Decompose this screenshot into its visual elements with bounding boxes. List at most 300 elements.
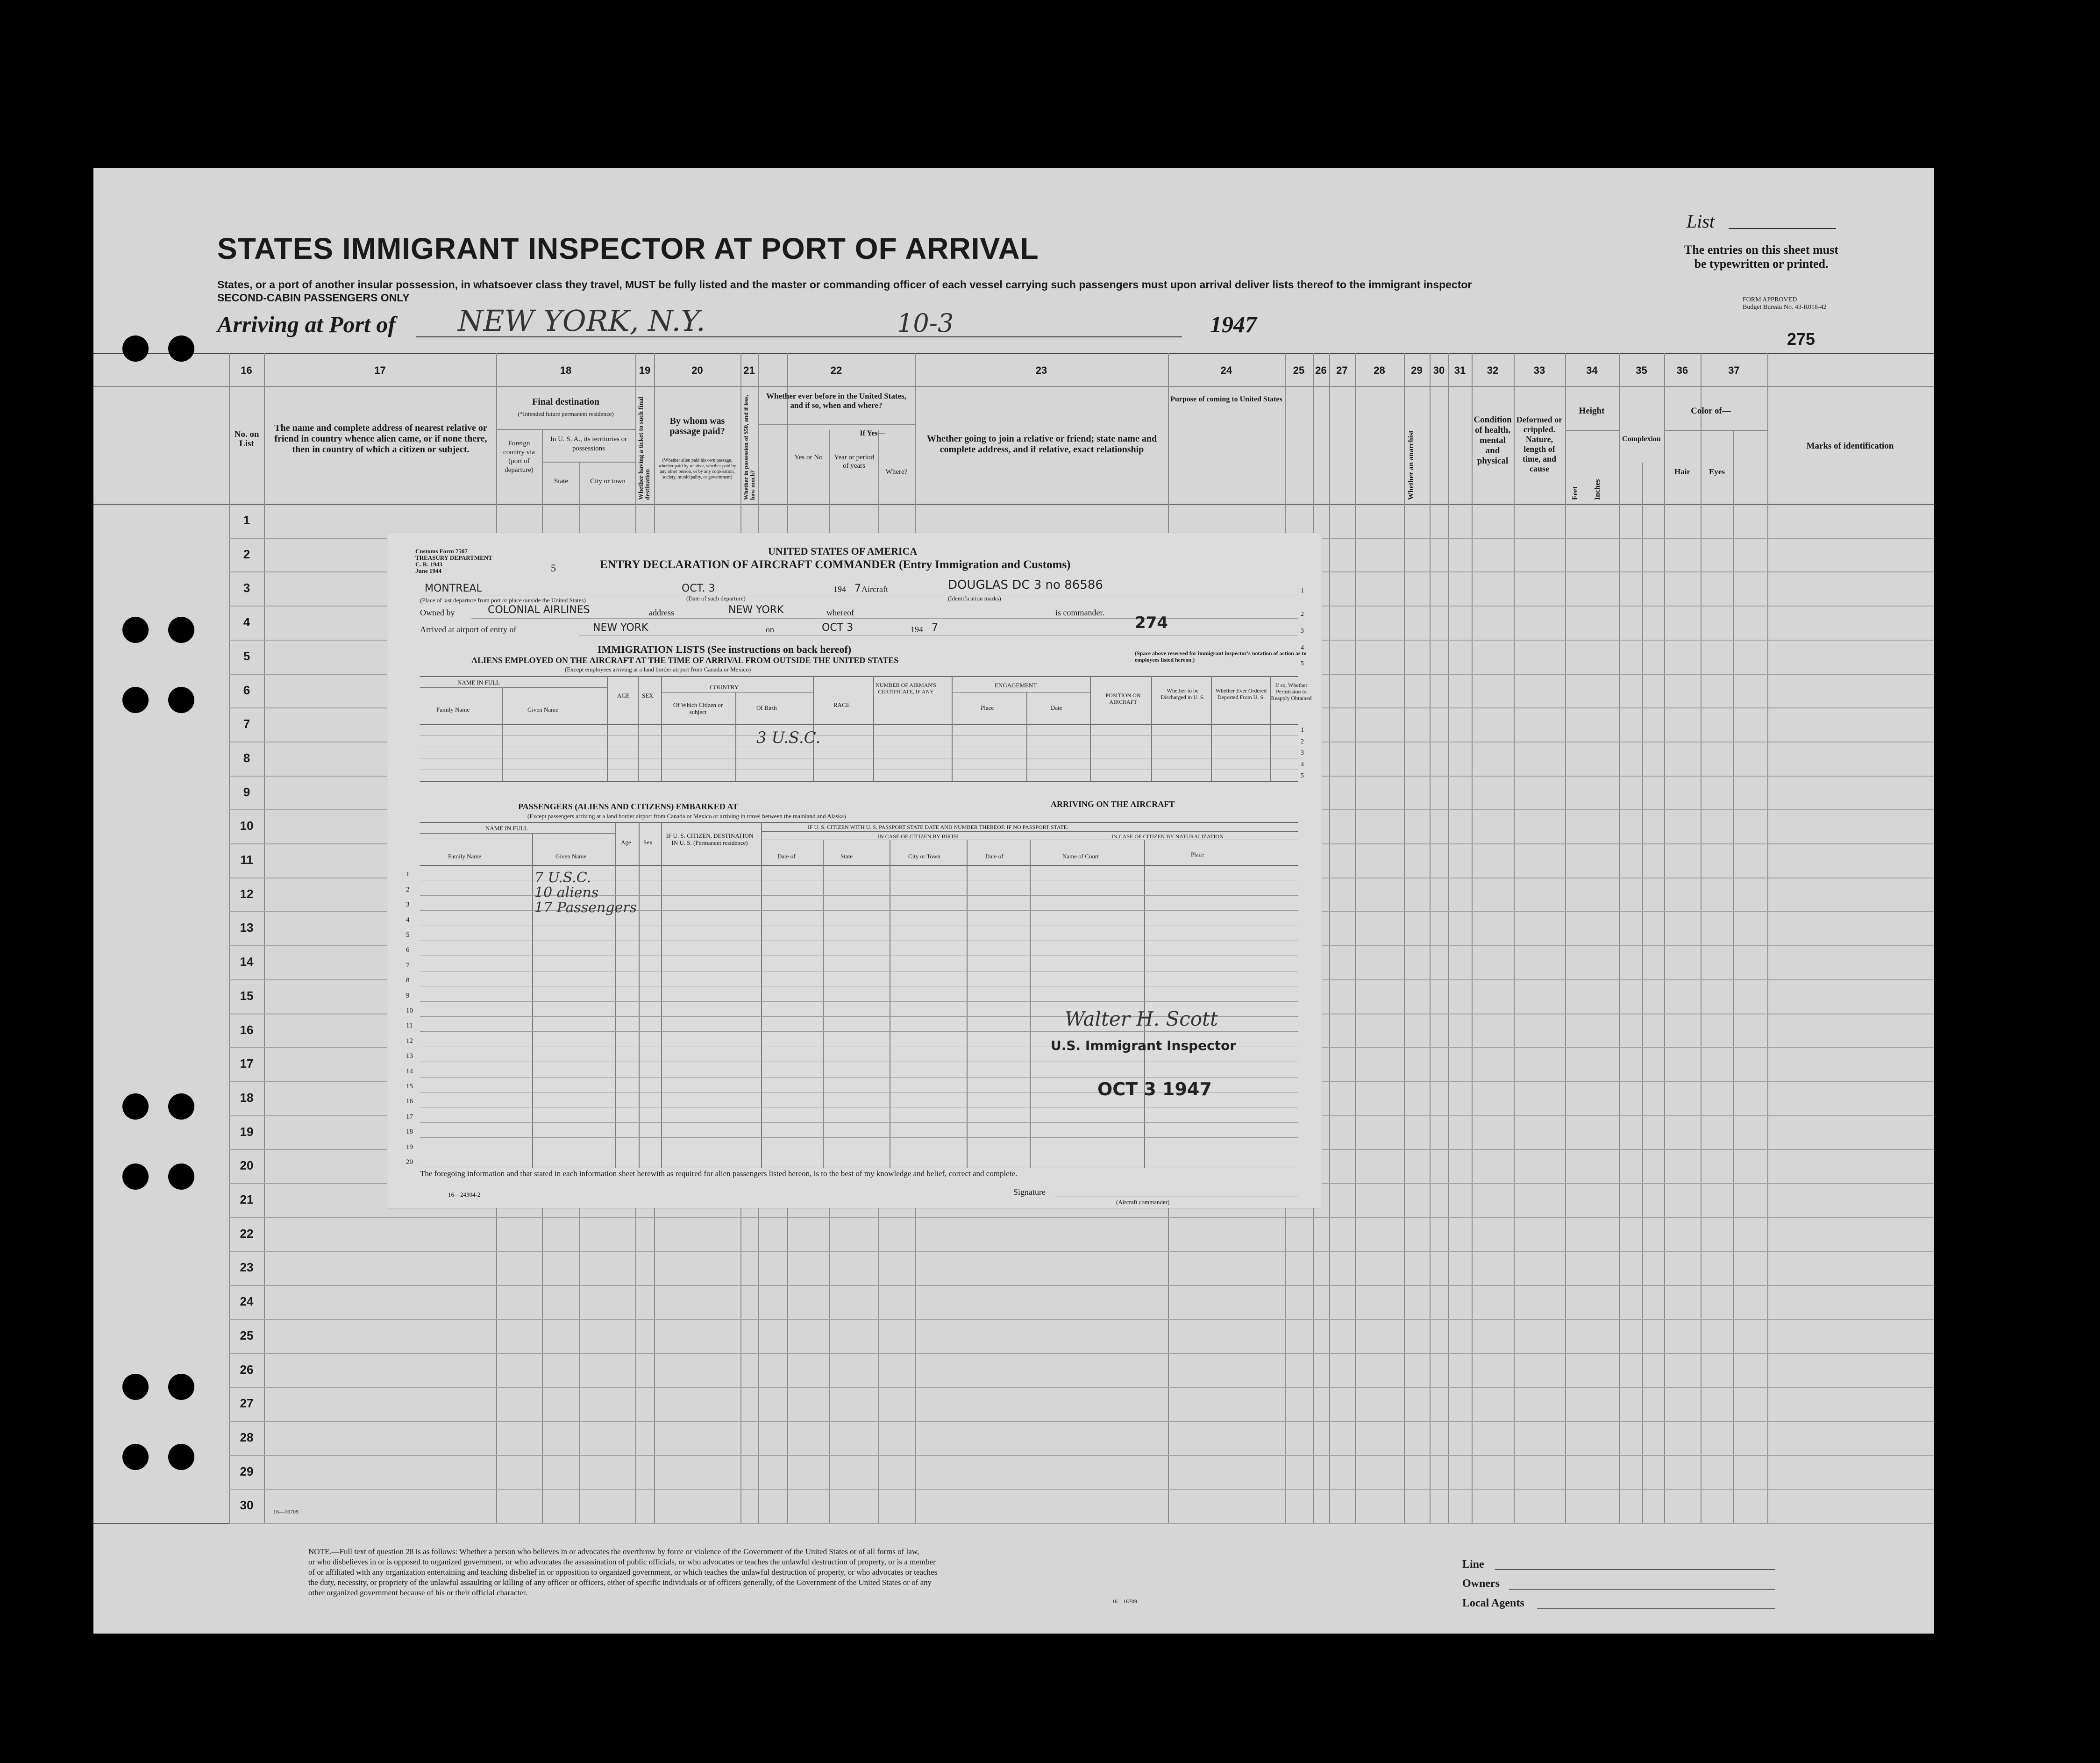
binder-hole: [168, 1093, 194, 1120]
crew-row-number: 5: [1301, 772, 1304, 779]
col-divider: [1329, 353, 1330, 1523]
column-number: 23: [1035, 364, 1047, 376]
pass-given-name: Given Name: [555, 853, 587, 860]
col-divider: [1642, 463, 1643, 1523]
crew-place: Place: [981, 704, 994, 711]
passenger-row-number: 13: [406, 1052, 413, 1060]
row-number: 6: [243, 683, 250, 697]
passenger-row-number: 11: [406, 1022, 413, 1029]
colnum-rule: [93, 386, 1934, 387]
handwritten-line: 17 Passengers: [534, 899, 637, 916]
row-rule: [229, 1387, 1934, 1388]
passenger-row-number: 18: [406, 1128, 413, 1135]
passenger-row-rule: [420, 1077, 1298, 1078]
binder-hole: [122, 1093, 149, 1120]
footer-note-line: or who disbelieves in or is opposed to organized government, or who advocates the assassination of public officials, or who advocates or teaches the unlawful destruction of property, or is a member: [308, 1557, 936, 1566]
form-id-line: TREASURY DEPARTMENT: [415, 554, 492, 561]
binder-hole: [122, 1444, 149, 1470]
aircraft-id: DOUGLAS DC 3 no 86586: [948, 578, 1103, 592]
passenger-row-number: 19: [406, 1143, 413, 1151]
column-number: 21: [743, 364, 755, 376]
passenger-row-number: 8: [406, 977, 410, 984]
row-number: 28: [240, 1430, 254, 1444]
list-label: List: [1687, 211, 1715, 232]
row-number: 22: [240, 1227, 254, 1241]
passenger-row-rule: [420, 1137, 1298, 1138]
inches-header: Inches: [1594, 479, 1602, 500]
row-number: 30: [240, 1498, 254, 1512]
pass-age: Age: [621, 839, 631, 846]
row-number: 16: [240, 1023, 254, 1037]
pass-destination: IF U. S. CITIZEN, DESTINATION IN U. S. (Permanent residence): [666, 832, 754, 846]
row-number: 1: [243, 513, 250, 527]
crew-col: [1026, 692, 1027, 781]
row-rule: [229, 1523, 1934, 1524]
column-number: 19: [639, 364, 651, 376]
final-destination-sub: (*Intended future permanent residence): [518, 410, 614, 417]
crew-col: [1090, 676, 1091, 781]
line-underline: [1495, 1569, 1775, 1570]
no-on-list-header: No. on List: [234, 429, 259, 449]
footer-note-line: other organized government because of his or their official character.: [308, 1588, 527, 1597]
crew-row-number: 2: [1301, 738, 1304, 745]
form-id-line: June 1944: [415, 567, 441, 574]
row-number: 26: [240, 1363, 254, 1377]
pass-col: [1030, 840, 1031, 1168]
col-divider: [1355, 353, 1356, 1523]
row-number: 7: [243, 717, 250, 731]
row-number: 11: [240, 853, 253, 867]
col-divider: [1430, 353, 1431, 1523]
page-title: STATES IMMIGRANT INSPECTOR AT PORT OF ARRIVAL: [217, 232, 1039, 265]
row-number: 19: [240, 1125, 254, 1139]
pass-by-birth: IN CASE OF CITIZEN BY BIRTH: [878, 833, 958, 840]
binder-hole: [168, 687, 194, 713]
port-handwritten: NEW YORK, N.Y.: [458, 304, 705, 338]
owners-label: Owners: [1462, 1577, 1500, 1590]
column-number: 25: [1293, 364, 1305, 376]
second-cabin-label: SECOND-CABIN PASSENGERS ONLY: [217, 292, 410, 304]
passenger-row-number: 14: [406, 1068, 413, 1075]
footer-note-line: of or affiliated with any organization entertaining and teaching disbelief in or opposition to organized government, or which teaches the unlawful destruction of property, or who advocates or teaches: [308, 1568, 938, 1577]
inspector-date-stamp: OCT 3 1947: [1097, 1079, 1212, 1099]
pass-name-in-full: NAME IN FULL: [485, 825, 528, 832]
health-header: Condition of health, mental and physical: [1474, 415, 1512, 466]
pass-table-top: [420, 822, 1298, 823]
crew-of-birth: Of Birth: [756, 704, 777, 711]
row-rule: [229, 1217, 1934, 1218]
row-number: 25: [240, 1328, 254, 1342]
crew-race: RACE: [833, 701, 850, 708]
row-number: 27: [240, 1396, 254, 1410]
footer-note: [308, 1547, 937, 1598]
column-number: 34: [1586, 364, 1598, 376]
passenger-row-rule: [420, 1031, 1298, 1032]
pass-sex: Sex: [643, 839, 653, 846]
crew-col: [735, 692, 736, 781]
crew-family-name: Family Name: [436, 706, 470, 713]
pass-state: State: [840, 853, 853, 860]
passage-paid-sub: (Whether alien paid his own passage, whether paid by relative, whether paid by any other person, or by any corporation, society, municipality, or government): [658, 458, 736, 480]
form-code-right: 16—16709: [1112, 1598, 1137, 1605]
column-number: 26: [1315, 364, 1327, 376]
row-rule: [229, 1285, 1934, 1286]
marks-header: Marks of identification: [1806, 441, 1894, 451]
form-approved: [1743, 296, 1827, 311]
handwritten-line: 10 aliens: [534, 885, 599, 901]
owner-name: COLONIAL AIRLINES: [488, 604, 590, 616]
join-relative-header: Whether going to join a relative or friend; state name and complete address, and if relative, exact relationship: [926, 434, 1157, 455]
crew-reapply: If so, Whether Permission to Reapply Obtained: [1271, 682, 1312, 701]
column-number: 28: [1374, 364, 1385, 376]
ident-caption: (Identification marks): [948, 595, 1001, 602]
entries-note-line: The entries on this sheet must: [1684, 243, 1839, 257]
binder-hole: [122, 1163, 149, 1190]
row-rule: [229, 1421, 1934, 1422]
feet-header: Feet: [1571, 486, 1579, 500]
passenger-row-number: 17: [406, 1113, 413, 1121]
ticket-header: Whether having a ticket to such final destination: [638, 397, 651, 500]
row-rule: [229, 1319, 1934, 1320]
pass-col: [532, 833, 533, 1168]
instruction-text: States, or a port of another insular possession, in whatsoever class they travel, MUST be fully listed and the master or commanding officer of each vessel carrying such passengers must upon arrival deliver lists thereof to the immigrant inspector: [217, 278, 1472, 291]
hair-header: Hair: [1674, 467, 1690, 476]
declaration-title: ENTRY DECLARATION OF AIRCRAFT COMMANDER (Entry Immigration and Customs): [600, 558, 1071, 571]
row-number: 4: [243, 615, 250, 629]
column-number: 30: [1433, 364, 1445, 376]
height-header: Height: [1579, 406, 1605, 416]
line-marker: 4: [1301, 644, 1304, 651]
column-number: 35: [1636, 364, 1647, 376]
crew-position: POSITION ON AIRCRAFT: [1105, 692, 1141, 705]
inspector-signature: Walter H. Scott: [1065, 1007, 1218, 1030]
form-approved-line: FORM APPROVED: [1743, 296, 1797, 303]
passenger-row-number: 15: [406, 1083, 413, 1090]
row-number: 14: [240, 955, 254, 969]
row-number: 12: [240, 887, 254, 901]
crew-given-name: Given Name: [527, 706, 559, 713]
entries-note-line: be typewritten or printed.: [1694, 257, 1829, 271]
row-number: 18: [240, 1091, 254, 1105]
col-divider: [1404, 353, 1405, 1523]
line-marker: 1: [1301, 587, 1304, 594]
row-rule: [229, 1251, 1934, 1252]
crew-col: [1270, 676, 1271, 781]
passenger-row-number: 1: [406, 871, 410, 878]
binder-hole: [122, 687, 149, 713]
form-id-line: C. R. 1943: [415, 561, 442, 568]
passenger-row-number: 7: [406, 962, 410, 969]
pass-by-naturalization: IN CASE OF CITIZEN BY NATURALIZATION: [1111, 833, 1224, 840]
crew-name-in-full: NAME IN FULL: [457, 679, 500, 686]
form-id-line: Customs Form 7507: [415, 548, 468, 555]
table-top-rule: [93, 353, 1934, 354]
col-divider: [229, 353, 230, 1523]
departure-caption: (Place of last departure from port or place outside the United States): [420, 597, 586, 604]
binder-hole: [168, 617, 194, 643]
pass-date-nat: Date of: [985, 853, 1004, 860]
city-header: City or town: [590, 478, 626, 485]
passenger-row-number: 12: [406, 1037, 413, 1045]
binder-hole: [122, 1374, 149, 1400]
column-number: 33: [1533, 364, 1545, 376]
crew-row-number: 4: [1301, 761, 1304, 768]
crew-row-number: 3: [1301, 749, 1304, 757]
col-divider: [1733, 430, 1734, 1523]
column-number: 22: [830, 364, 842, 376]
arriving-on-aircraft: ARRIVING ON THE AIRCRAFT: [1051, 799, 1175, 809]
final-destination-header: Final destination: [532, 397, 599, 407]
pass-col: [661, 822, 662, 1168]
col-divider: [1514, 353, 1515, 1523]
entries-note: [1649, 243, 1873, 271]
row-number: 5: [243, 649, 250, 663]
column-number: 18: [560, 364, 572, 376]
pass-date-birth: Date of: [777, 853, 796, 860]
passenger-row-number: 10: [406, 1007, 413, 1014]
col-divider: [1619, 353, 1620, 1523]
period-header: Year or period of years: [834, 454, 874, 470]
line-marker: 2: [1301, 611, 1304, 618]
ever-before-header: Whether ever before in the United States, and if so, when and where?: [766, 392, 906, 410]
certification-text: The foregoing information and that stated in each information sheet herewith as required for alien passengers listed hereon, is to the best of my knowledge and belief, correct and complete.: [420, 1169, 1018, 1178]
stamped-number: 274: [1135, 614, 1168, 632]
binder-hole: [168, 1444, 194, 1470]
row-number: 9: [243, 785, 250, 799]
passenger-row-number: 3: [406, 901, 410, 908]
passenger-row-number: 6: [406, 946, 410, 954]
agents-underline: [1537, 1608, 1775, 1609]
usa-subrule: [542, 462, 635, 463]
pass-family-name: Family Name: [448, 853, 482, 860]
pass-passport-note: IF U. S. CITIZEN WITH U. S. PASSPORT STATE DATE AND NUMBER THEREOF. IF NO PASSPORT STATE:: [808, 824, 1069, 830]
commander-label: is commander.: [1055, 608, 1104, 617]
crew-citizen-of: Of Which Citizen or subject: [673, 701, 723, 715]
crew-col: [952, 676, 953, 781]
column-number: 17: [374, 364, 386, 376]
crew-col: [1211, 676, 1212, 781]
immigration-lists-heading: IMMIGRATION LISTS (See instructions on back hereof): [598, 643, 852, 655]
state-header: State: [554, 478, 568, 485]
passenger-row-number: 20: [406, 1158, 413, 1166]
whereof-label: whereof: [826, 608, 854, 617]
crew-deported: Whether Ever Ordered Deported From U. S.: [1215, 687, 1267, 700]
foreign-country-header: Foreign country via (port of departure): [503, 440, 535, 474]
col-divider: [1565, 353, 1566, 1523]
crew-name-rule: [420, 687, 607, 688]
deformed-header: Deformed or crippled. Nature, length of time, and cause: [1516, 415, 1563, 473]
header-bottom-rule: [93, 504, 1934, 505]
row-rule: [229, 1455, 1934, 1456]
crew-col: [502, 687, 503, 781]
column-number: 37: [1728, 364, 1740, 376]
col-divider: [1664, 353, 1665, 1523]
usa-territories-header: In U. S. A., its territories or possessions: [550, 435, 627, 452]
customs-form-id: [415, 548, 492, 574]
dest-subrule: [496, 429, 635, 430]
crew-age: AGE: [617, 692, 630, 699]
pass-passport-rule: [761, 831, 1298, 832]
column-number: 20: [691, 364, 703, 376]
pass-city: City or Town: [908, 853, 940, 860]
inspector-stamp: U.S. Immigrant Inspector: [1051, 1038, 1237, 1053]
footer-note-line: the duty, necessity, or propriety of the unlawful assaulting or killing of any officer or officers, either of specific individuals or of officers generally, of the Government of the United States or of any: [308, 1578, 932, 1587]
overlay-form-code: 16—24304-2: [448, 1191, 481, 1198]
eyes-header: Eyes: [1709, 467, 1725, 476]
row-number: 13: [240, 921, 254, 935]
color-rule: [1664, 430, 1767, 431]
passenger-row-number: 2: [406, 886, 410, 893]
crew-engagement: ENGAGEMENT: [995, 682, 1037, 689]
year1-digit: 7: [854, 583, 861, 594]
aliens-employed-heading: ALIENS EMPLOYED ON THE AIRCRAFT AT THE TIME OF ARRIVAL FROM OUTSIDE THE UNITED STATES: [471, 656, 899, 665]
crew-country: COUNTRY: [710, 684, 739, 691]
aliens-employed-sub: (Except employees arriving at a land border airport from Canada or Mexico): [565, 666, 751, 673]
row-number: 10: [240, 819, 254, 833]
owners-underline: [1509, 1589, 1775, 1590]
column-number: 27: [1336, 364, 1348, 376]
arriving-label: Arriving at Port of: [217, 311, 396, 337]
passenger-row-number: 16: [406, 1098, 413, 1105]
if-yes-header: If Yes—: [860, 429, 885, 437]
year2-digit: 7: [932, 622, 938, 634]
col-divider: [1448, 353, 1449, 1523]
passengers-sub: (Except passengers arriving at a land border airport from Canada or Mexico or arriving in travel between the mainland and Alaska): [527, 813, 846, 820]
row-number: 21: [240, 1192, 254, 1206]
line-label: Line: [1462, 1558, 1484, 1570]
col-divider: [264, 353, 265, 1523]
year1-label: 194: [833, 585, 846, 594]
binder-hole: [168, 1374, 194, 1400]
pass-col: [639, 822, 640, 1168]
crew-col: [638, 676, 639, 781]
owner-address: NEW YORK: [728, 604, 784, 616]
color-of-header: Color of—: [1691, 406, 1731, 416]
aircraft-entry-declaration: [387, 533, 1322, 1208]
passenger-row-rule: [420, 1001, 1298, 1002]
row-number: 17: [240, 1056, 254, 1071]
crew-handwritten-note: 3 U.S.C.: [756, 728, 821, 747]
binder-hole: [168, 1163, 194, 1190]
crew-row-number: 1: [1301, 727, 1304, 734]
where-header: Where?: [885, 468, 908, 476]
col-divider: [1767, 353, 1768, 1523]
number-five: 5: [551, 562, 556, 574]
reserved-note: (Space above reserved for immigrant inspector's notation of action as to employees listed hereon.): [1135, 650, 1307, 663]
line-marker: 5: [1301, 660, 1304, 667]
passenger-row-number: 5: [406, 931, 410, 939]
on-label: on: [766, 625, 774, 634]
crew-col: [661, 676, 662, 781]
row-number: 2: [243, 547, 250, 561]
binder-hole: [168, 335, 194, 362]
row-rule: [229, 1489, 1934, 1490]
row-number: 8: [243, 751, 250, 765]
column-number: 36: [1676, 364, 1688, 376]
passenger-row-number: 9: [406, 992, 410, 999]
crew-col: [873, 676, 874, 781]
pass-name-rule: [420, 833, 615, 834]
departure-city: MONTREAL: [425, 583, 482, 594]
arrived-label: Arrived at airport of entry of: [420, 625, 517, 634]
binder-hole: [122, 335, 149, 362]
column-number: 16: [241, 364, 252, 376]
pass-col: [967, 840, 968, 1168]
year2-label: 194: [911, 625, 923, 634]
row-number: 15: [240, 989, 254, 1003]
form-approved-line: Budget Bureau No. 43-R018-42: [1743, 304, 1827, 311]
pass-col: [615, 822, 616, 1168]
handwritten-line: 7 U.S.C.: [534, 870, 591, 886]
passenger-row-rule: [420, 1122, 1298, 1123]
column-number: 32: [1487, 364, 1499, 376]
aircraft-label: Aircraft: [861, 585, 888, 594]
line-marker: 3: [1301, 628, 1304, 635]
arrived-date: OCT 3: [822, 622, 854, 634]
pass-col: [1144, 840, 1145, 1168]
pass-table-header-bottom: [420, 865, 1298, 866]
signature-label: Signature: [1013, 1187, 1046, 1197]
year-handwritten: 1947: [1210, 311, 1257, 337]
column-number: 31: [1454, 364, 1466, 376]
address-label: address: [649, 608, 674, 617]
departure-date: OCT. 3: [682, 583, 715, 594]
list-underline: [1729, 228, 1836, 229]
complexion-header: Complexion: [1622, 435, 1661, 443]
pass-col: [761, 822, 762, 1168]
date-handwritten: 10-3: [897, 308, 954, 338]
row-number: 20: [240, 1158, 254, 1172]
crew-date: Date: [1051, 704, 1062, 711]
anarchist-header: Whether an anarchist: [1407, 430, 1415, 500]
agents-label: Local Agents: [1462, 1597, 1524, 1609]
purpose-header: Purpose of coming to United States: [1170, 395, 1282, 403]
passengers-heading: PASSENGERS (ALIENS AND CITIZENS) EMBARKED AT: [518, 802, 738, 811]
ever-before-rule: [758, 424, 915, 425]
owned-by-label: Owned by: [420, 608, 455, 617]
column-number: 24: [1220, 364, 1232, 376]
crew-table-header-bottom: [420, 724, 1298, 725]
passenger-row-number: 4: [406, 916, 410, 924]
pass-place: Place: [1191, 851, 1204, 858]
crew-sex: SEX: [642, 692, 654, 699]
country-title: UNITED STATES OF AMERICA: [768, 545, 918, 557]
footer-note-line: NOTE.—Full text of question 28 is as follows: Whether a person who believes in or advocates the overthrow by force or violence of the Government of the United States or of all forms of law,: [308, 1547, 919, 1556]
row-rule: [229, 1353, 1934, 1354]
row-number: 23: [240, 1260, 254, 1274]
page-number: 275: [1787, 329, 1815, 349]
form-code-left: 16—16709: [273, 1508, 299, 1515]
crew-col: [1151, 676, 1152, 781]
pass-court: Name of Court: [1062, 853, 1099, 860]
line2-rule: [471, 618, 1298, 619]
row-number: 3: [243, 581, 250, 595]
crew-discharged: Whether to be Discharged in U. S.: [1160, 687, 1205, 700]
column-number: 29: [1411, 364, 1423, 376]
arrived-at: NEW YORK: [593, 622, 648, 634]
fifty-dollars-header: Whether in possession of $50, and if less, how much?: [742, 395, 756, 500]
row-number: 24: [240, 1294, 254, 1308]
crew-airman-cert: NUMBER OF AIRMAN'S CERTIFICATE, IF ANY: [876, 682, 936, 695]
crew-col: [607, 676, 608, 781]
yes-no-header: Yes or No: [794, 454, 823, 461]
binder-hole: [122, 617, 149, 643]
passage-paid-header: By whom was passage paid?: [669, 416, 725, 436]
relative-address-header: The name and complete address of nearest relative or friend in country whence alien came, or if none there, then in country of which a citizen or subject.: [274, 423, 487, 455]
height-rule: [1565, 430, 1619, 431]
date-caption: (Date of such departure): [686, 595, 746, 602]
commander-caption: (Aircraft commander): [1116, 1199, 1170, 1206]
